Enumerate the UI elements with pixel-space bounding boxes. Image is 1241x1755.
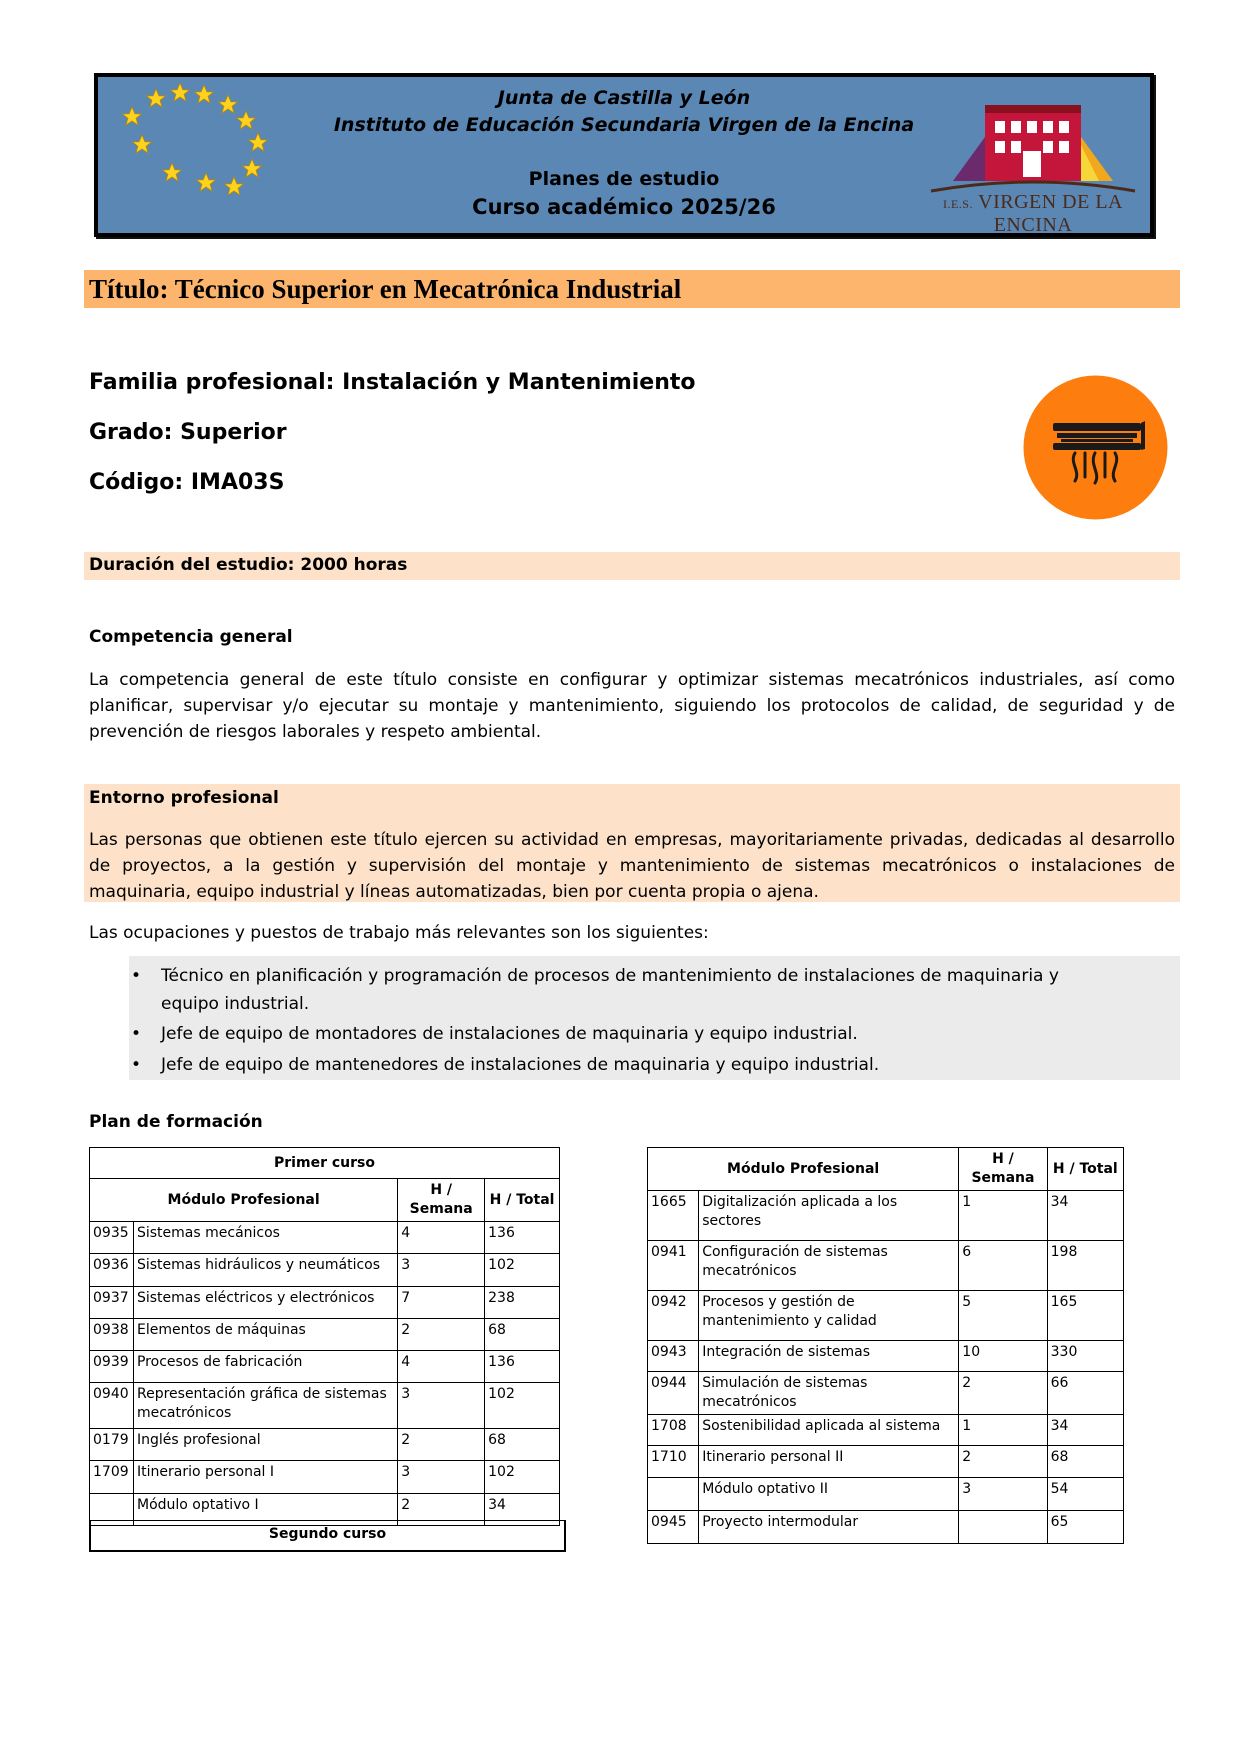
hours-total-cell: 65 (1047, 1511, 1123, 1544)
module-name-cell: Integración de sistemas (699, 1341, 959, 1372)
module-code-cell (648, 1478, 699, 1511)
module-name-cell: Digitalización aplicada a los sectores (699, 1191, 959, 1241)
table-row (648, 1511, 1124, 1544)
table-row (648, 1291, 1124, 1341)
col-semana-header: H / Semana (398, 1179, 485, 1222)
hours-week-cell: 3 (398, 1461, 485, 1494)
hours-total-cell: 34 (485, 1494, 560, 1526)
second-year-table (647, 1147, 1124, 1544)
module-code-cell: 1710 (648, 1446, 699, 1478)
module-code-cell: 1708 (648, 1415, 699, 1446)
header-banner (94, 73, 1154, 237)
module-code-cell: 0939 (90, 1351, 134, 1383)
list-item: • Jefe de equipo de mantenedores de instalaciones de maquinaria y equipo industrial. (129, 1051, 1149, 1079)
hours-total-cell: 34 (1047, 1191, 1123, 1241)
hours-total-cell: 136 (485, 1222, 560, 1254)
school-logo-text: I.E.S. VIRGEN DE LA ENCINA (942, 191, 1123, 236)
col-modulo-header: Módulo Profesional (648, 1148, 959, 1191)
module-name-cell: Representación gráfica de sistemas mecatrónicos (133, 1383, 397, 1429)
module-name-cell: Itinerario personal I (133, 1461, 397, 1494)
plan-heading: Plan de formación (89, 1112, 263, 1132)
col-total-header: H / Total (485, 1179, 560, 1222)
module-code-cell: 1709 (90, 1461, 134, 1494)
hours-week-cell: 7 (398, 1287, 485, 1319)
hours-week-cell: 1 (959, 1415, 1047, 1446)
module-name-cell: Elementos de máquinas (133, 1319, 397, 1351)
competencia-text: La competencia general de este título consiste en configurar y optimizar sistemas mecatrónicos industriales, así como planificar, supervisar y/o ejecutar su montaje y mantenimiento, siguiendo los protocolos de calidad, de seguridad y de prevención de riesgos laborales y respeto ambiental. (89, 670, 1175, 742)
header-line-4: Curso académico 2025/26 (472, 195, 776, 219)
hours-total-cell: 34 (1047, 1415, 1123, 1446)
hours-total-cell: 68 (485, 1429, 560, 1461)
bullet-icon: • (131, 1024, 142, 1044)
codigo-label: Código: IMA03S (89, 470, 285, 495)
list-item: • Jefe de equipo de montadores de instalaciones de maquinaria y equipo industrial. (129, 1020, 1149, 1048)
header-line-1: Junta de Castilla y León (497, 87, 751, 109)
ocupaciones-list (129, 956, 1180, 1080)
hours-total-cell: 68 (485, 1319, 560, 1351)
list-item: • Técnico en planificación y programación de procesos de mantenimiento de instalaciones de maquinaria y equipo industrial. (129, 962, 1149, 1018)
module-code-cell: 0940 (90, 1383, 134, 1429)
hours-week-cell: 10 (959, 1341, 1047, 1372)
hours-week-cell: 3 (959, 1478, 1047, 1511)
hours-week-cell: 2 (398, 1494, 485, 1526)
header-line-2: Instituto de Educación Secundaria Virgen de la Encina (333, 114, 915, 136)
header-line-3: Planes de estudio (528, 168, 720, 190)
page-title: Título: Técnico Superior en Mecatrónica Industrial (89, 274, 682, 304)
table-row (648, 1191, 1124, 1241)
module-code-cell: 1665 (648, 1191, 699, 1241)
competencia-heading: Competencia general (89, 627, 293, 647)
entorno-section (84, 784, 1180, 902)
table-row (90, 1351, 560, 1383)
module-code-cell: 0941 (648, 1241, 699, 1291)
hours-total-cell: 102 (485, 1461, 560, 1494)
duration-text: Duración del estudio: 2000 horas (89, 555, 408, 575)
entorno-heading: Entorno profesional (89, 788, 279, 808)
module-code-cell: 0936 (90, 1254, 134, 1287)
col-total-header: H / Total (1047, 1148, 1123, 1191)
hours-week-cell: 1 (959, 1191, 1047, 1241)
module-name-cell: Módulo optativo I (133, 1494, 397, 1526)
hours-week-cell: 5 (959, 1291, 1047, 1341)
hours-week-cell (959, 1511, 1047, 1544)
hours-week-cell: 2 (398, 1319, 485, 1351)
primer-curso-header: Primer curso (90, 1148, 560, 1179)
hours-total-cell: 68 (1047, 1446, 1123, 1478)
hours-week-cell: 2 (959, 1446, 1047, 1478)
table-row (90, 1383, 560, 1429)
hours-total-cell: 54 (1047, 1478, 1123, 1511)
table-row (648, 1446, 1124, 1478)
table-row (90, 1254, 560, 1287)
hours-week-cell: 3 (398, 1383, 485, 1429)
bullet-icon: • (131, 1055, 142, 1075)
ocupaciones-intro: Las ocupaciones y puestos de trabajo más relevantes son los siguientes: (89, 923, 709, 943)
module-code-cell: 0937 (90, 1287, 134, 1319)
module-name-cell: Sistemas eléctricos y electrónicos (133, 1287, 397, 1319)
module-code-cell: 0938 (90, 1319, 134, 1351)
table-row (648, 1372, 1124, 1415)
module-name-cell: Sostenibilidad aplicada al sistema (699, 1415, 959, 1446)
module-name-cell: Inglés profesional (133, 1429, 397, 1461)
module-code-cell: 0179 (90, 1429, 134, 1461)
module-code-cell: 0935 (90, 1222, 134, 1254)
entorno-text: Las personas que obtienen este título ejercen su actividad en empresas, mayoritariamente privadas, dedicadas al desarrollo de proyectos, a la gestión y supervisión del montaje y mantenimiento de sistemas mecatrónicos o instalaciones de maquinaria, equipo industrial y líneas automatizadas, bien por cuenta propia o ajena. (89, 830, 1175, 902)
hours-total-cell: 238 (485, 1287, 560, 1319)
grado-label: Grado: Superior (89, 420, 287, 445)
module-name-cell: Simulación de sistemas mecatrónicos (699, 1372, 959, 1415)
module-code-cell: 0943 (648, 1341, 699, 1372)
air-conditioner-icon (1023, 375, 1168, 520)
table-row (90, 1319, 560, 1351)
hours-week-cell: 2 (959, 1372, 1047, 1415)
table-row (648, 1415, 1124, 1446)
table-row (90, 1222, 560, 1254)
table-row (90, 1461, 560, 1494)
module-name-cell: Proyecto intermodular (699, 1511, 959, 1544)
hours-week-cell: 4 (398, 1222, 485, 1254)
hours-total-cell: 136 (485, 1351, 560, 1383)
title-bar (84, 270, 1180, 308)
module-name-cell: Sistemas hidráulicos y neumáticos (133, 1254, 397, 1287)
module-code-cell: 0945 (648, 1511, 699, 1544)
table-row (90, 1287, 560, 1319)
hours-total-cell: 165 (1047, 1291, 1123, 1341)
module-name-cell: Sistemas mecánicos (133, 1222, 397, 1254)
segundo-curso-header: Segundo curso (89, 1520, 566, 1552)
module-name-cell: Procesos de fabricación (133, 1351, 397, 1383)
bullet-icon: • (131, 966, 142, 986)
col-semana-header: H / Semana (959, 1148, 1047, 1191)
module-name-cell: Procesos y gestión de mantenimiento y calidad (699, 1291, 959, 1341)
table-row (648, 1478, 1124, 1511)
hours-total-cell: 102 (485, 1383, 560, 1429)
hours-week-cell: 3 (398, 1254, 485, 1287)
module-name-cell: Configuración de sistemas mecatrónicos (699, 1241, 959, 1291)
hours-week-cell: 6 (959, 1241, 1047, 1291)
module-code-cell: 0944 (648, 1372, 699, 1415)
hours-total-cell: 330 (1047, 1341, 1123, 1372)
hours-total-cell: 198 (1047, 1241, 1123, 1291)
hours-week-cell: 2 (398, 1429, 485, 1461)
table-row (648, 1341, 1124, 1372)
hours-week-cell: 4 (398, 1351, 485, 1383)
family-label: Familia profesional: Instalación y Mantenimiento (89, 370, 696, 395)
module-name-cell: Módulo optativo II (699, 1478, 959, 1511)
table-row (90, 1429, 560, 1461)
first-year-table (89, 1147, 560, 1526)
module-name-cell: Itinerario personal II (699, 1446, 959, 1478)
table-row (648, 1241, 1124, 1291)
hours-total-cell: 66 (1047, 1372, 1123, 1415)
duration-bar (84, 552, 1180, 580)
hours-total-cell: 102 (485, 1254, 560, 1287)
module-code-cell: 0942 (648, 1291, 699, 1341)
col-modulo-header: Módulo Profesional (90, 1179, 398, 1222)
